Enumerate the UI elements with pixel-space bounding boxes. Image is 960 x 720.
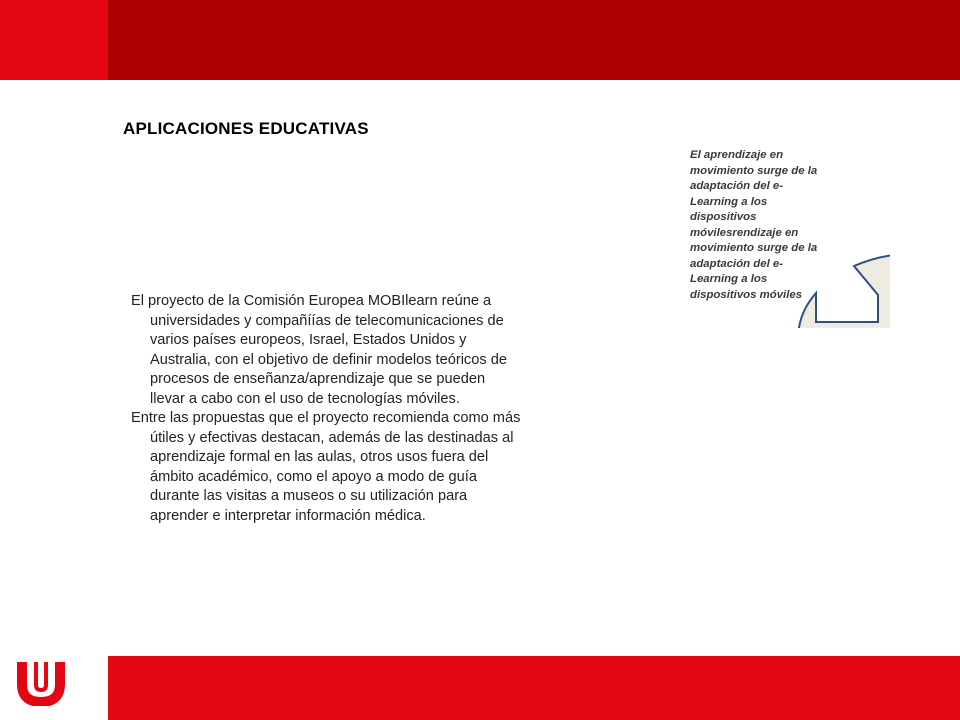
header-band-left xyxy=(0,0,108,80)
header-band-right xyxy=(108,0,960,80)
slide-title: APLICACIONES EDUCATIVAS xyxy=(123,119,369,138)
callout-text: El aprendizaje en movimiento surge de la adaptación del e-Learning a los dispositivos móvilesrendizaje en movimiento surge de la adaptación del e-Learning a los dispositivos móviles xyxy=(690,149,818,301)
footer-band xyxy=(108,656,960,720)
u-logo-icon xyxy=(12,658,72,706)
paragraph-2: Entre las propuestas que el proyecto recomienda como más útiles y efectivas destacan, además de las destinadas al aprendizaje formal en las aulas, otros usos fuera del ámbito académico, como el apoyo a modo de guía durante las visitas a museos o su utilización para aprender e interpretar información médica. xyxy=(131,410,521,524)
paragraph-1: El proyecto de la Comisión Europea MOBIlearn reúne a universidades y compañíías de telecomunicaciones de varios países europeos, Israel, Estados Unidos y Australia, con el objetivo de definir modelos teóricos de procesos de enseñanza/aprendizaje que se pueden llevar a cabo con el uso de tecnologías móviles. xyxy=(131,293,507,407)
body-text xyxy=(131,292,521,526)
